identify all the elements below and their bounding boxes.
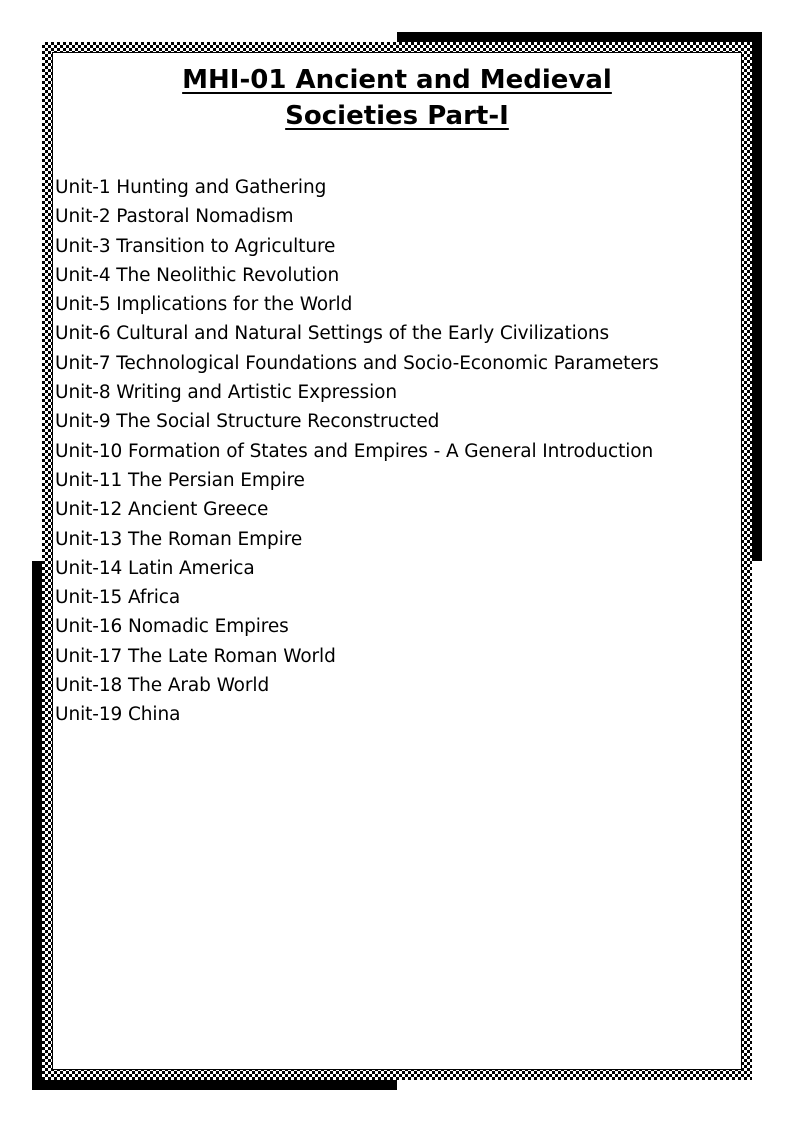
title-line-2: Societies Part-I: [285, 101, 509, 131]
unit-item: Unit-17 The Late Roman World: [55, 645, 336, 667]
unit-item: Unit-6 Cultural and Natural Settings of the Early Civilizations: [55, 323, 610, 345]
unit-item: Unit-5 Implications for the World: [55, 294, 353, 316]
unit-item: Unit-2 Pastoral Nomadism: [55, 206, 294, 228]
unit-item: Unit-11 The Persian Empire: [55, 469, 305, 491]
unit-item: Unit-19 China: [55, 704, 181, 726]
unit-item: Unit-10 Formation of States and Empires - A General Introduction: [55, 440, 654, 462]
unit-item: Unit-14 Latin America: [55, 557, 255, 579]
unit-item: Unit-7 Technological Foundations and Socio-Economic Parameters: [55, 352, 659, 374]
unit-item: Unit-15 Africa: [55, 587, 181, 609]
document-title: [0, 62, 794, 134]
unit-item: Unit-13 The Roman Empire: [55, 528, 303, 550]
unit-item: Unit-12 Ancient Greece: [55, 499, 269, 521]
unit-item: Unit-18 The Arab World: [55, 675, 270, 697]
unit-item: Unit-4 The Neolithic Revolution: [55, 264, 340, 286]
unit-item: Unit-1 Hunting and Gathering: [55, 177, 327, 198]
unit-item: Unit-9 The Social Structure Reconstructed: [55, 411, 440, 433]
unit-list: [55, 173, 659, 730]
unit-item: Unit-3 Transition to Agriculture: [55, 235, 336, 257]
title-line-1: MHI-01 Ancient and Medieval: [182, 65, 612, 95]
unit-item: Unit-16 Nomadic Empires: [55, 616, 289, 638]
unit-item: Unit-8 Writing and Artistic Expression: [55, 382, 397, 404]
